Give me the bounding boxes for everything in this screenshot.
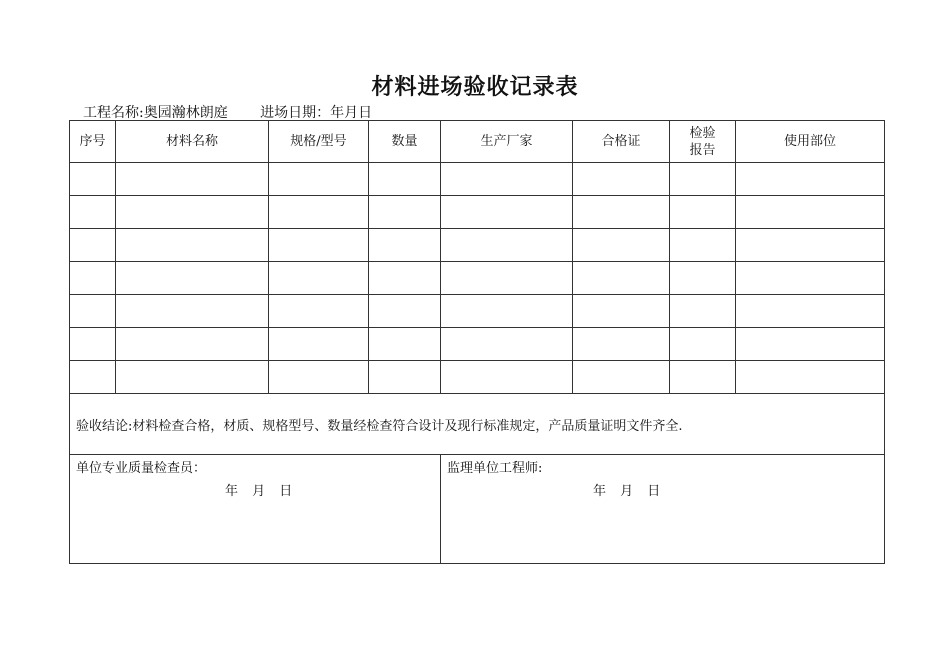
table-cell[interactable] (736, 262, 885, 295)
table-cell[interactable] (269, 262, 369, 295)
project-name: 工程名称:奥园瀚林朗庭 (83, 105, 228, 121)
quality-inspector-label: 单位专业质量检查员： (76, 461, 207, 476)
table-cell[interactable] (70, 262, 116, 295)
table-cell[interactable] (670, 328, 736, 361)
table-cell[interactable] (70, 196, 116, 229)
conclusion-row (70, 394, 885, 455)
quality-inspector-box[interactable] (70, 455, 441, 564)
table-cell[interactable] (116, 196, 269, 229)
header-quantity: 数量 (369, 121, 441, 163)
table-cell[interactable] (70, 328, 116, 361)
table-cell[interactable] (736, 163, 885, 196)
table-cell[interactable] (670, 229, 736, 262)
table-cell[interactable] (573, 361, 670, 394)
header-row (70, 121, 885, 163)
table-cell[interactable] (116, 163, 269, 196)
table-cell[interactable] (116, 328, 269, 361)
table-cell[interactable] (369, 163, 441, 196)
table-row (70, 163, 885, 196)
document-title: 材料进场验收记录表 (371, 74, 579, 100)
table-cell[interactable] (441, 295, 573, 328)
table-cell[interactable] (116, 361, 269, 394)
header-usage-location: 使用部位 (736, 121, 885, 163)
table-cell[interactable] (736, 196, 885, 229)
table-cell[interactable] (573, 196, 670, 229)
table-cell[interactable] (70, 295, 116, 328)
table-cell[interactable] (441, 361, 573, 394)
table-cell[interactable] (670, 163, 736, 196)
table-cell[interactable] (269, 295, 369, 328)
table-cell[interactable] (269, 163, 369, 196)
table-cell[interactable] (670, 295, 736, 328)
table-row (70, 361, 885, 394)
table-cell[interactable] (269, 196, 369, 229)
header-inspection-report (670, 121, 736, 163)
table-cell[interactable] (369, 295, 441, 328)
table-cell[interactable] (573, 295, 670, 328)
table-cell[interactable] (573, 229, 670, 262)
table-cell[interactable] (670, 196, 736, 229)
table-cell[interactable] (736, 229, 885, 262)
table-cell[interactable] (573, 328, 670, 361)
table-cell[interactable] (670, 262, 736, 295)
table-cell[interactable] (269, 361, 369, 394)
header-inspection-line2: 报告 (689, 142, 716, 158)
table-row (70, 262, 885, 295)
quality-inspector-date: 年 月 日 (225, 484, 293, 499)
table-cell[interactable] (736, 328, 885, 361)
header-inspection-line1: 检验 (689, 125, 716, 141)
header-spec-model: 规格/型号 (269, 121, 369, 163)
acceptance-table (69, 120, 885, 564)
acceptance-conclusion: 验收结论:材料检查合格，材质、规格型号、数量经检查符合设计及现行标准规定，产品质量证明文件齐全. (70, 394, 885, 455)
project-meta (83, 102, 372, 122)
header-index: 序号 (70, 121, 116, 163)
table-cell[interactable] (369, 229, 441, 262)
table-cell[interactable] (441, 163, 573, 196)
table-cell[interactable] (573, 262, 670, 295)
signature-row (70, 455, 885, 564)
entry-date: 进场日期：年月日 (260, 105, 373, 121)
header-certificate: 合格证 (573, 121, 670, 163)
table-cell[interactable] (269, 229, 369, 262)
table-cell[interactable] (441, 262, 573, 295)
table-cell[interactable] (70, 163, 116, 196)
table-cell[interactable] (70, 229, 116, 262)
table-cell[interactable] (116, 229, 269, 262)
supervisor-engineer-label: 监理单位工程师: (447, 461, 543, 476)
header-manufacturer: 生产厂家 (441, 121, 573, 163)
table-cell[interactable] (369, 361, 441, 394)
table-cell[interactable] (441, 229, 573, 262)
table-row (70, 328, 885, 361)
table-row (70, 229, 885, 262)
table-cell[interactable] (116, 262, 269, 295)
table-row (70, 295, 885, 328)
table-cell[interactable] (369, 262, 441, 295)
table-row (70, 196, 885, 229)
table-cell[interactable] (70, 361, 116, 394)
table-cell[interactable] (369, 328, 441, 361)
table-cell[interactable] (441, 196, 573, 229)
table-cell[interactable] (736, 295, 885, 328)
table-cell[interactable] (736, 361, 885, 394)
table-cell[interactable] (369, 196, 441, 229)
supervisor-engineer-box[interactable] (441, 455, 885, 564)
header-material-name: 材料名称 (116, 121, 269, 163)
supervisor-engineer-date: 年 月 日 (593, 484, 661, 499)
table-cell[interactable] (116, 295, 269, 328)
table-cell[interactable] (573, 163, 670, 196)
table-cell[interactable] (441, 328, 573, 361)
table-cell[interactable] (269, 328, 369, 361)
table-cell[interactable] (670, 361, 736, 394)
